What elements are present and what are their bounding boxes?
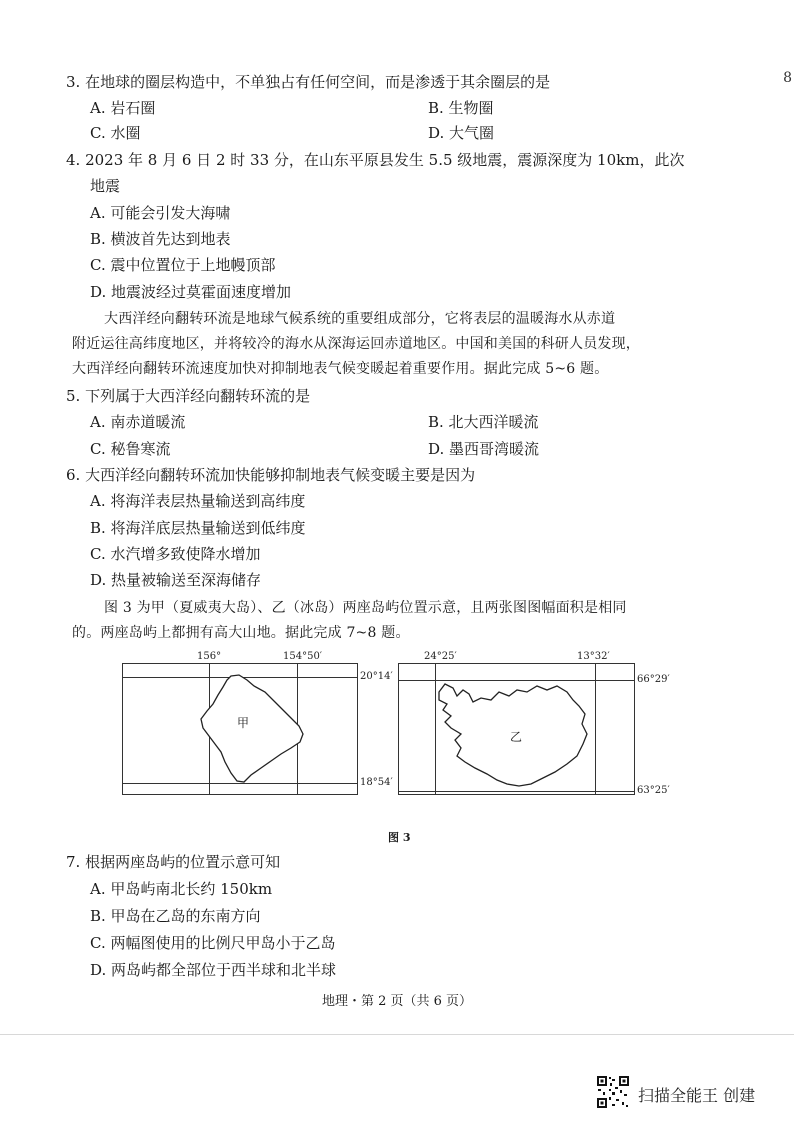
passage2-line1: 图 3 为甲（夏威夷大岛）、乙（冰岛）两座岛屿位置示意，且两张图图幅面积是相同: [104, 600, 627, 616]
corner-mark: 8: [783, 70, 792, 86]
q6-option-b: B. 将海洋底层热量输送到低纬度: [90, 519, 306, 537]
q5-stem: 5. 下列属于大西洋经向翻转环流的是: [66, 387, 311, 405]
q3-option-b: B. 生物圈: [428, 99, 494, 117]
q6-option-a: A. 将海洋表层热量输送到高纬度: [90, 492, 306, 510]
scanner-watermark: [596, 1075, 786, 1111]
q5-option-c: C. 秘鲁寒流: [90, 440, 171, 458]
q7-option-b: B. 甲岛在乙岛的东南方向: [90, 907, 261, 925]
footer-divider: [0, 1034, 794, 1035]
q6-option-c: C. 水汽增多致使降水增加: [90, 545, 261, 563]
left-map-lat-south: 18°54′: [360, 777, 393, 788]
q6-option-d: D. 热量被输送至深海储存: [90, 571, 262, 589]
passage1-line3: 大西洋经向翻转环流速度加快对抑制地表气候变暖起着重要作用。据此完成 5~6 题。: [72, 361, 609, 377]
q7-option-c: C. 两幅图使用的比例尺甲岛小于乙岛: [90, 934, 336, 952]
q6-stem: 6. 大西洋经向翻转环流加快能够抑制地表气候变暖主要是因为: [66, 466, 476, 484]
left-map-lon-east: 154°50′: [283, 651, 323, 662]
q3-stem: 3. 在地球的圈层构造中，不单独占有任何空间，而是渗透于其余圈层的是: [66, 73, 551, 91]
q5-option-b: B. 北大西洋暖流: [428, 413, 539, 431]
q4-option-b: B. 横波首先达到地表: [90, 230, 231, 248]
q4-stem-line1: 4. 2023 年 8 月 6 日 2 时 33 分，在山东平原县发生 5.5 级地震，震源深度为 10km，此次: [66, 151, 685, 169]
q5-option-a: A. 南赤道暖流: [90, 413, 186, 431]
page-footer: 地理・第 2 页（共 6 页）: [321, 994, 473, 1009]
q7-stem: 7. 根据两座岛屿的位置示意可知: [66, 853, 281, 871]
left-map-lon-west: 156°: [197, 651, 222, 662]
right-map-lon-west: 24°25′: [424, 651, 457, 662]
right-map-lon-east: 13°32′: [577, 651, 610, 662]
island-jia-outline: [201, 675, 303, 782]
q4-option-d: D. 地震波经过莫霍面速度增加: [90, 283, 292, 301]
passage1-line1: 大西洋经向翻转环流是地球气候系统的重要组成部分，它将表层的温暖海水从赤道: [104, 311, 616, 327]
left-map-frame: [122, 663, 358, 795]
q4-option-a: A. 可能会引发大海啸: [90, 204, 231, 222]
q3-option-a: A. 岩石圈: [90, 99, 156, 117]
q7-option-d: D. 两岛屿都全部位于西半球和北半球: [90, 961, 337, 979]
left-map-lat-north: 20°14′: [360, 671, 393, 682]
scanner-badge-text: 扫描全能王 创建: [638, 1086, 756, 1105]
q5-option-d: D. 墨西哥湾暖流: [428, 440, 540, 458]
passage1-line2: 附近运往高纬度地区，并将较冷的海水从深海运回赤道地区。中国和美国的科研人员发现，: [72, 336, 640, 352]
q7-option-a: A. 甲岛屿南北长约 150km: [90, 880, 273, 898]
right-map-frame: [398, 663, 635, 795]
q3-option-c: C. 水圈: [90, 124, 141, 142]
figure-caption: 图 3: [388, 831, 411, 844]
island-yi-label: 乙: [510, 730, 523, 744]
right-map-lat-north: 66°29′: [637, 674, 670, 685]
q4-option-c: C. 震中位置位于上地幔顶部: [90, 256, 276, 274]
q3-option-d: D. 大气圈: [428, 124, 495, 142]
qr-code-icon: [596, 1075, 630, 1109]
right-map-lat-south: 63°25′: [637, 785, 670, 796]
island-jia-label: 甲: [237, 716, 250, 730]
passage2-line2: 的。两座岛屿上都拥有高大山地。据此完成 7~8 题。: [72, 625, 410, 641]
q4-stem-line2: 地震: [90, 177, 121, 195]
